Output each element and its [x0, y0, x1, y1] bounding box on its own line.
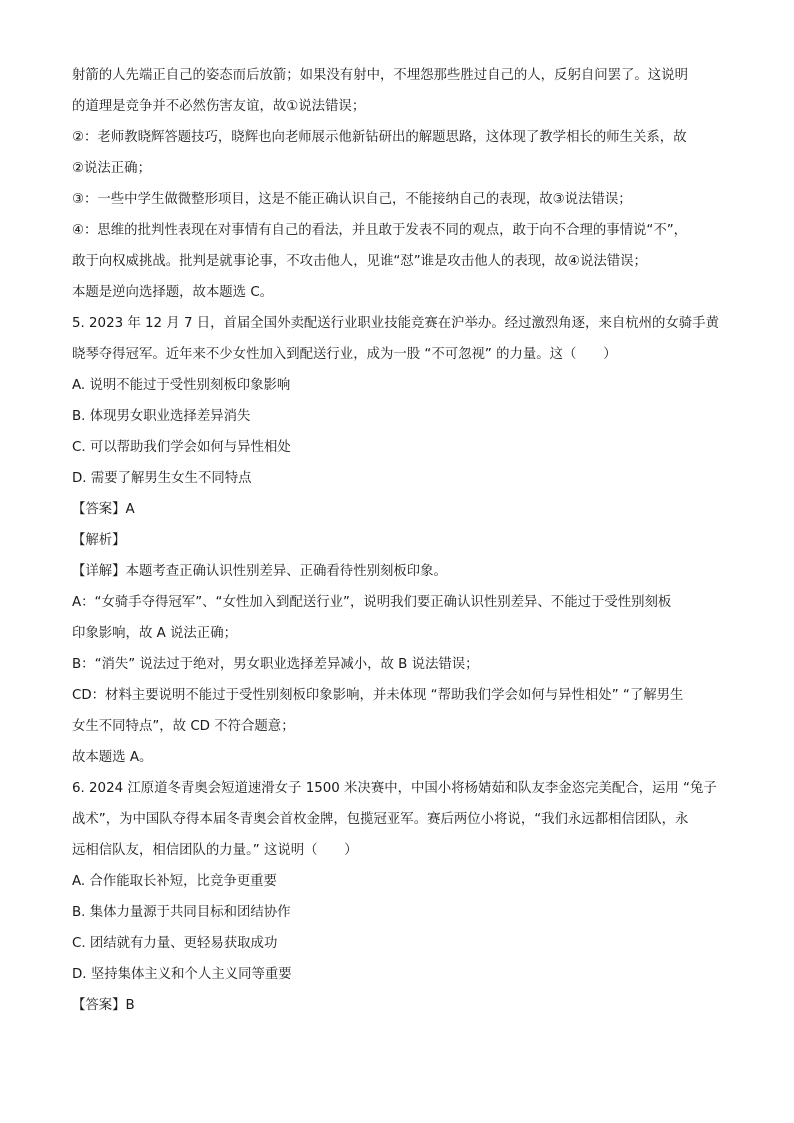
text-line: 女生不同特点”，故 CD 不符合题意； [72, 719, 295, 734]
text-line: ③：一些中学生做微整形项目，这是不能正确认识自己，不能接纳自己的表现，故③说法错误； [72, 192, 632, 207]
question-5-stem: 晓琴夺得冠军。近年来不少女性加入到配送行业，成为一股 “不可忽视” 的力量。这（ ） [72, 347, 617, 362]
text-line: CD：材料主要说明不能过于受性别刻板印象影响，并未体现 “帮助我们学会如何与异性相处” “了解男生 [72, 688, 684, 703]
question-6-stem: 远相信队友，相信团队的力量。” 这说明（ ） [72, 843, 358, 858]
option-b: B. 体现男女职业选择差异消失 [72, 409, 251, 424]
question-6-stem: 6. 2024 江原道冬青奥会短道速滑女子 1500 米决赛中，中国小将杨婧茹和队友李金恣完美配合，运用 “兔子 [72, 781, 717, 796]
text-line: ④：思维的批判性表现在对事情有自己的看法，并且敢于发表不同的观点，敢于向不合理的事情说“不”， [72, 223, 688, 238]
text-line: 敢于向权威挑战。批判是就事论事，不攻击他人，见谁“怼”谁是攻击他人的表现，故④说法错误； [72, 254, 647, 269]
text-line: 本题是逆向选择题，故本题选 C。 [72, 285, 274, 300]
text-line: ②：老师教晓辉答题技巧，晓辉也向老师展示他新钻研出的解题思路，这体现了教学相长的师生关系，故 [72, 130, 687, 145]
answer-label: 【答案】B [72, 998, 135, 1013]
text-line: A：“女骑手夺得冠军”、“女性加入到配送行业”，说明我们要正确认识性别差异、不能过于受性别刻板 [72, 595, 672, 610]
analysis-label: 【解析】 [72, 533, 126, 548]
question-5-stem: 5. 2023 年 12 月 7 日，首届全国外卖配送行业职业技能竞赛在沪举办。经过激烈角逐，来自杭州的女骑手黄 [72, 316, 719, 331]
option-d: D. 坚持集体主义和个人主义同等重要 [72, 967, 292, 982]
text-line: 印象影响，故 A 说法正确； [72, 626, 237, 641]
option-c: C. 团结就有力量、更轻易获取成功 [72, 936, 278, 951]
option-c: C. 可以帮助我们学会如何与异性相处 [72, 440, 291, 455]
text-line: 射箭的人先端正自己的姿态而后放箭；如果没有射中，不埋怨那些胜过自己的人，反躬自问罢了。这说明 [72, 68, 688, 83]
text-line: ②说法正确； [72, 161, 151, 176]
detail-text: 【详解】本题考查正确认识性别差异、正确看待性别刻板印象。 [72, 564, 447, 579]
option-b: B. 集体力量源于共同目标和团结协作 [72, 905, 291, 920]
option-a: A. 合作能取长补短，比竞争更重要 [72, 874, 277, 889]
answer-label: 【答案】A [72, 502, 135, 517]
text-line: 的道理是竞争并不必然伤害友谊，故①说法错误； [72, 99, 366, 114]
text-line: 故本题选 A。 [72, 750, 153, 765]
question-6-stem: 战术”，为中国队夺得本届冬青奥会首枚金牌，包揽冠亚军。赛后两位小将说，“我们永远都相信团队，永 [72, 812, 689, 827]
option-d: D. 需要了解男生女生不同特点 [72, 471, 252, 486]
text-line: B：“消失” 说法过于绝对，男女职业选择差异减小，故 B 说法错误； [72, 657, 479, 672]
document-page [72, 60, 732, 1021]
option-a: A. 说明不能过于受性别刻板印象影响 [72, 378, 291, 393]
